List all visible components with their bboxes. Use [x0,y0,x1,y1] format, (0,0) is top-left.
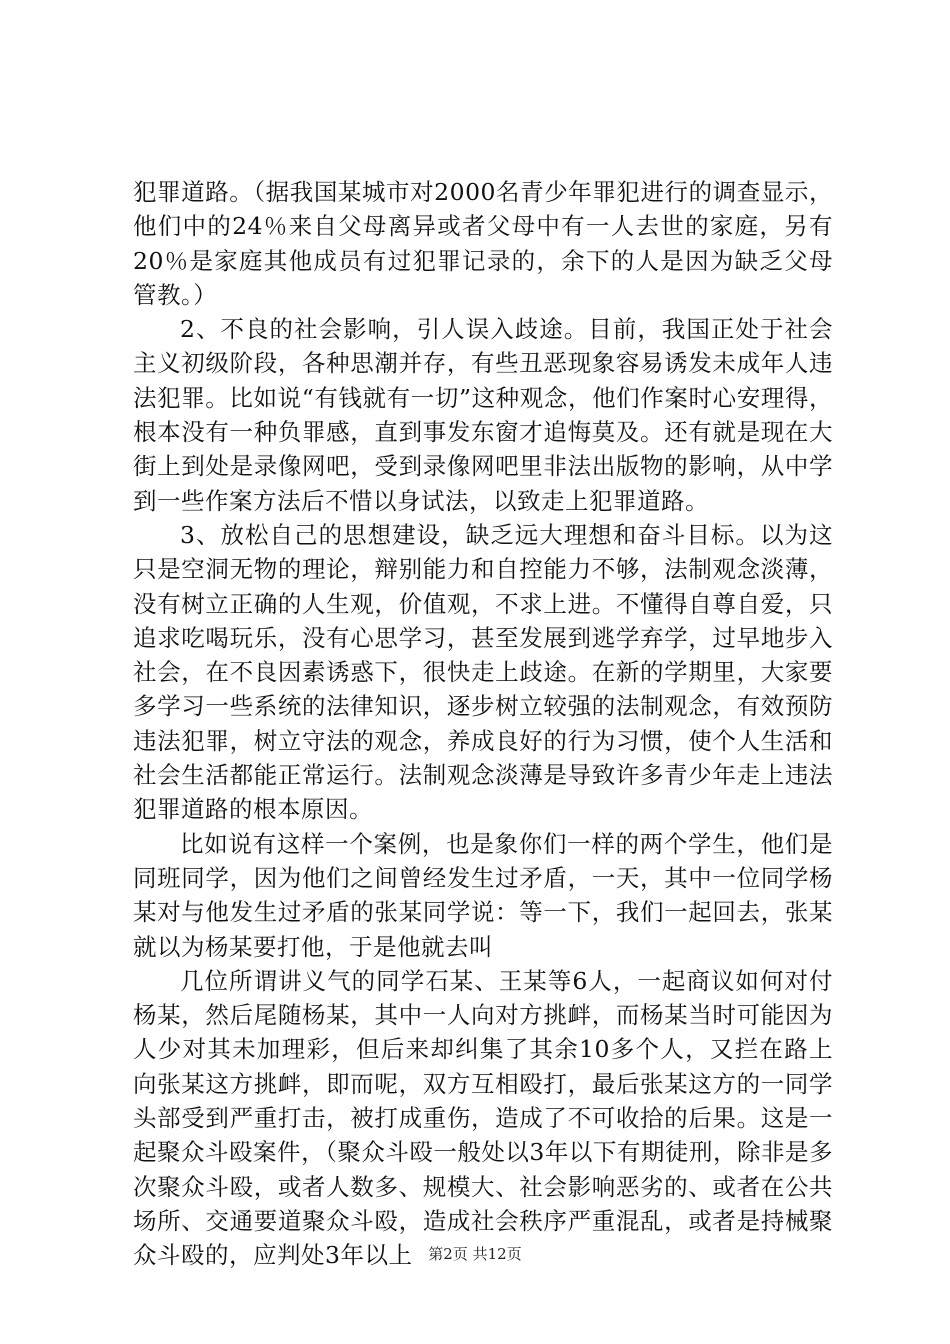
document-body [133,175,833,1273]
paragraph-2: 2、不良的社会影响，引人误入歧途。目前，我国正处于社会主义初级阶段，各种思潮并存，有些丑恶现象容易诱发未成年人违法犯罪。比如说“有钱就有一切”这种观念，他们作案时心安理得，根本没有一种负罪感，直到事发东窗才追悔莫及。还有就是现在大街上到处是录像网吧，受到录像网吧里非法出版物的影响，从中学到一些作案方法后不惜以身试法，以致走上犯罪道路。 [133,315,833,515]
paragraph-3: 3、放松自己的思想建设，缺乏远大理想和奋斗目标。以为这只是空洞无物的理论，辩别能力和自控能力不够，法制观念淡薄，没有树立正确的人生观，价值观，不求上进。不懂得自尊自爱，只追求吃喝玩乐，没有心思学习，甚至发展到逃学弃学，过早地步入社会，在不良因素诱惑下，很快走上歧途。在新的学期里，大家要多学习一些系统的法律知识，逐步树立较强的法制观念，有效预防违法犯罪，树立守法的观念，养成良好的行为习惯，使个人生活和社会生活都能正常运行。法制观念淡薄是导致许多青少年走上违法犯罪道路的根本原因。 [133,520,833,824]
paragraph-5: 几位所谓讲义气的同学石某、王某等6人，一起商议如何对付杨某，然后尾随杨某，其中一人向对方挑衅，而杨某当时可能因为人少对其未加理彩，但后来却纠集了其余10多个人，又拦在路上向张某这方挑衅，即而呢，双方互相殴打，最后张某这方的一同学头部受到严重打击，被打成重伤，造成了不可收拾的后果。这是一起聚众斗殴案件，（聚众斗殴一般处以3年以下有期徒刑，除非是多次聚众斗殴，或者人数多、规模大、社会影响恶劣的、或者在公共场所、交通要道聚众斗殴，造成社会秩序严重混乱，或者是持械聚众斗殴的，应判处3年以上 [133,966,833,1270]
paragraph-4: 比如说有这样一个案例，也是象你们一样的两个学生，他们是同班同学，因为他们之间曾经发生过矛盾，一天，其中一位同学杨某对与他发生过矛盾的张某同学说：等一下，我们一起回去，张某就以为杨某要打他，于是他就去叫 [133,829,833,961]
page-number-footer: 第2页 共12页 [428,1245,522,1263]
paragraph-1: 犯罪道路。（据我国某城市对2000名青少年罪犯进行的调查显示，他们中的24％来自父母离异或者父母中有一人去世的家庭，另有20％是家庭其他成员有过犯罪记录的，余下的人是因为缺乏父母管教。） [133,178,833,309]
